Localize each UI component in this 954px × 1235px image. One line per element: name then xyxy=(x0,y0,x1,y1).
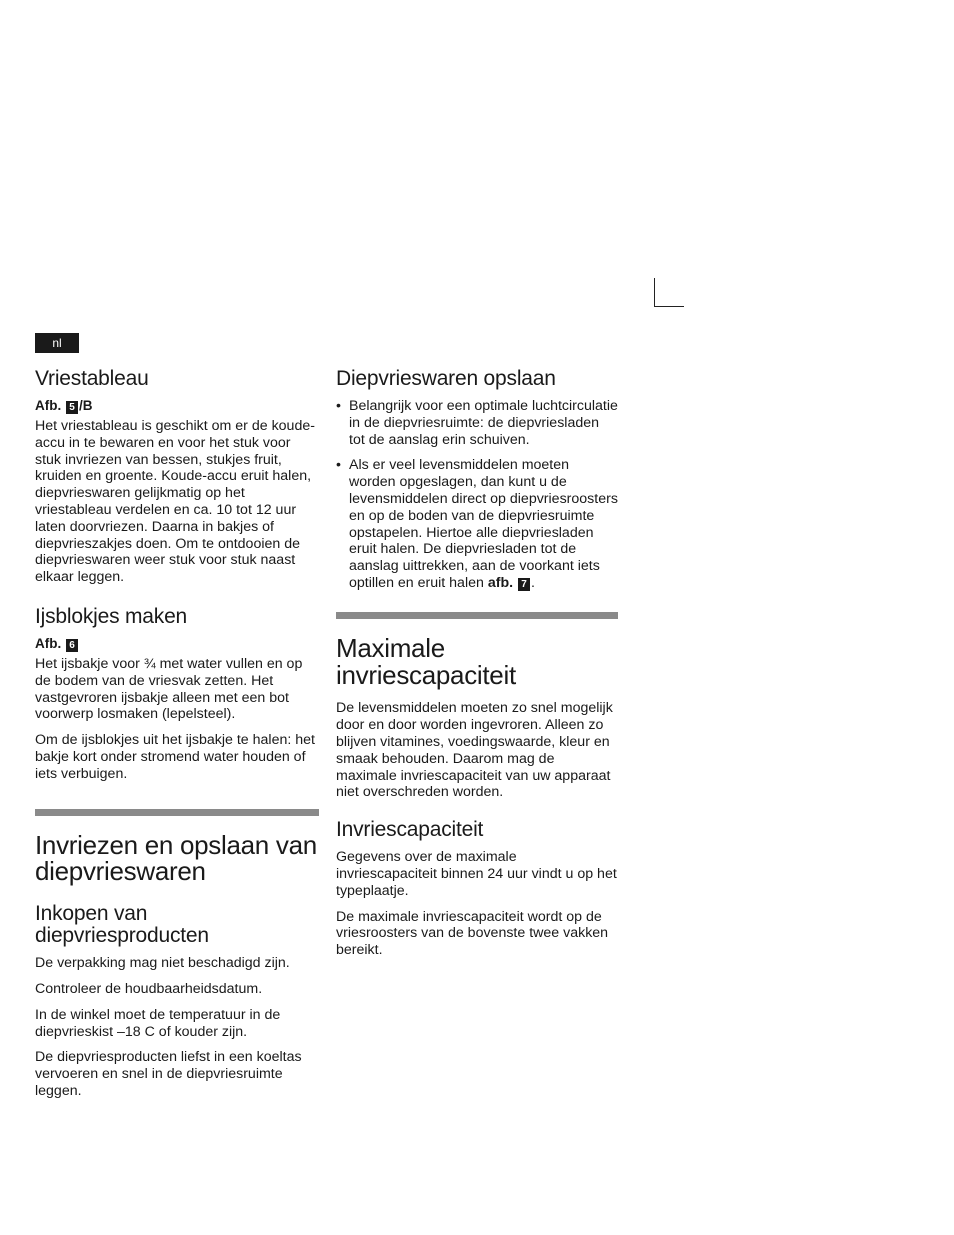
list-item-text: Als er veel levensmiddelen moeten worden opgeslagen, dan kunt u de levensmiddelen direct op diepvriesroosters en op de boden van de diepvriesruimte opstapelen. Hiertoe alle diepvriesladen eruit halen. De diepvriesladen tot de aanslag uittrekken, aan de voorkant iets optillen en eruit halen xyxy=(349,457,618,592)
section-vriestableau xyxy=(35,368,319,586)
figure-number-badge: 7 xyxy=(518,578,530,591)
language-tab: nl xyxy=(35,333,79,353)
paragraph: In de winkel moet de temperatuur in de diepvrieskist –18 C of kouder zijn. xyxy=(35,1006,281,1040)
figure-number-badge: 5 xyxy=(66,401,78,414)
crop-mark xyxy=(654,278,684,307)
section-divider xyxy=(336,612,618,619)
bullet-list xyxy=(336,398,618,592)
afb-label: Afb. xyxy=(35,636,62,652)
afb-label: afb. xyxy=(487,575,514,592)
heading-opslaan: Diepvrieswaren opslaan xyxy=(336,367,556,390)
section-maximale xyxy=(336,612,618,959)
heading-invriescapaciteit: Invriescapaciteit xyxy=(336,818,484,842)
figure-reference xyxy=(35,636,319,652)
section-invriezen xyxy=(35,809,319,1100)
heading-inkopen: Inkopen van diepvriesproducten xyxy=(35,902,209,948)
list-item: • Belangrijk voor een optimale luchtcirculatie in de diepvriesruimte: de diepvriesladen tot de aanslag erin schuiven. xyxy=(336,398,618,448)
paragraph: Het ijsbakje voor ¾ met water vullen en op de bodem van de vriesvak zetten. Het vastgevroren ijsbakje alleen met een bot voorwerp losmaken (lepelsteel). xyxy=(35,656,303,723)
heading-invriezen: Invriezen en opslaan van diepvrieswaren xyxy=(35,829,317,887)
figure-number-badge: 6 xyxy=(66,639,78,652)
paragraph: Het vriestableau is geschikt om er de koude-accu in te bewaren en voor het stuk voor stuk invriezen van bessen, stukjes fruit, kruiden en groente. Koude-accu eruit halen, diepvrieswaren gelijkmatig op het vriestableau verdelen en ca. 10 tot 12 uur laten doorvriezen. Daarna in bakjes of diepvrieszakjes doen. Om te ontdooien de diepvrieswaren weer stuk voor stuk naast elkaar leggen. xyxy=(35,418,315,586)
list-item xyxy=(336,457,618,591)
section-ijsblokjes xyxy=(35,606,319,783)
paragraph: Om de ijsblokjes uit het ijsbakje te halen: het bakje kort onder stromend water houden of iets verbuigen. xyxy=(35,732,315,782)
list-item-end: . xyxy=(531,575,535,592)
right-column xyxy=(336,368,618,968)
afb-suffix: /B xyxy=(79,398,93,414)
figure-reference xyxy=(35,398,319,414)
paragraph: Gegevens over de maximale invriescapaciteit binnen 24 uur vindt u op het typeplaatje. xyxy=(336,849,617,899)
paragraph: De maximale invriescapaciteit wordt op de vriesroosters van de bovenste twee vakken bereikt. xyxy=(336,908,609,959)
section-divider xyxy=(35,809,319,816)
heading-ijsblokjes: Ijsblokjes maken xyxy=(35,605,188,629)
paragraph: Controleer de houdbaarheidsdatum. xyxy=(35,981,263,998)
afb-label: Afb. xyxy=(35,398,62,414)
paragraph: De levensmiddelen moeten zo snel mogelijk door en door worden ingevroren. Alleen zo blijven vitamines, voedingswaarde, kleur en smaak behouden. Daarom mag de maximale invriescapaciteit van uw apparaat niet overschreden worden. xyxy=(336,700,613,801)
heading-vriestableau: Vriestableau xyxy=(35,367,149,390)
heading-maximale: Maximale invriescapaciteit xyxy=(336,632,516,690)
section-opslaan xyxy=(336,368,618,592)
paragraph: De diepvriesproducten liefst in een koeltas vervoeren en snel in de diepvriesruimte leggen. xyxy=(35,1049,302,1100)
paragraph: De verpakking mag niet beschadigd zijn. xyxy=(35,955,290,972)
left-column xyxy=(35,368,319,1109)
